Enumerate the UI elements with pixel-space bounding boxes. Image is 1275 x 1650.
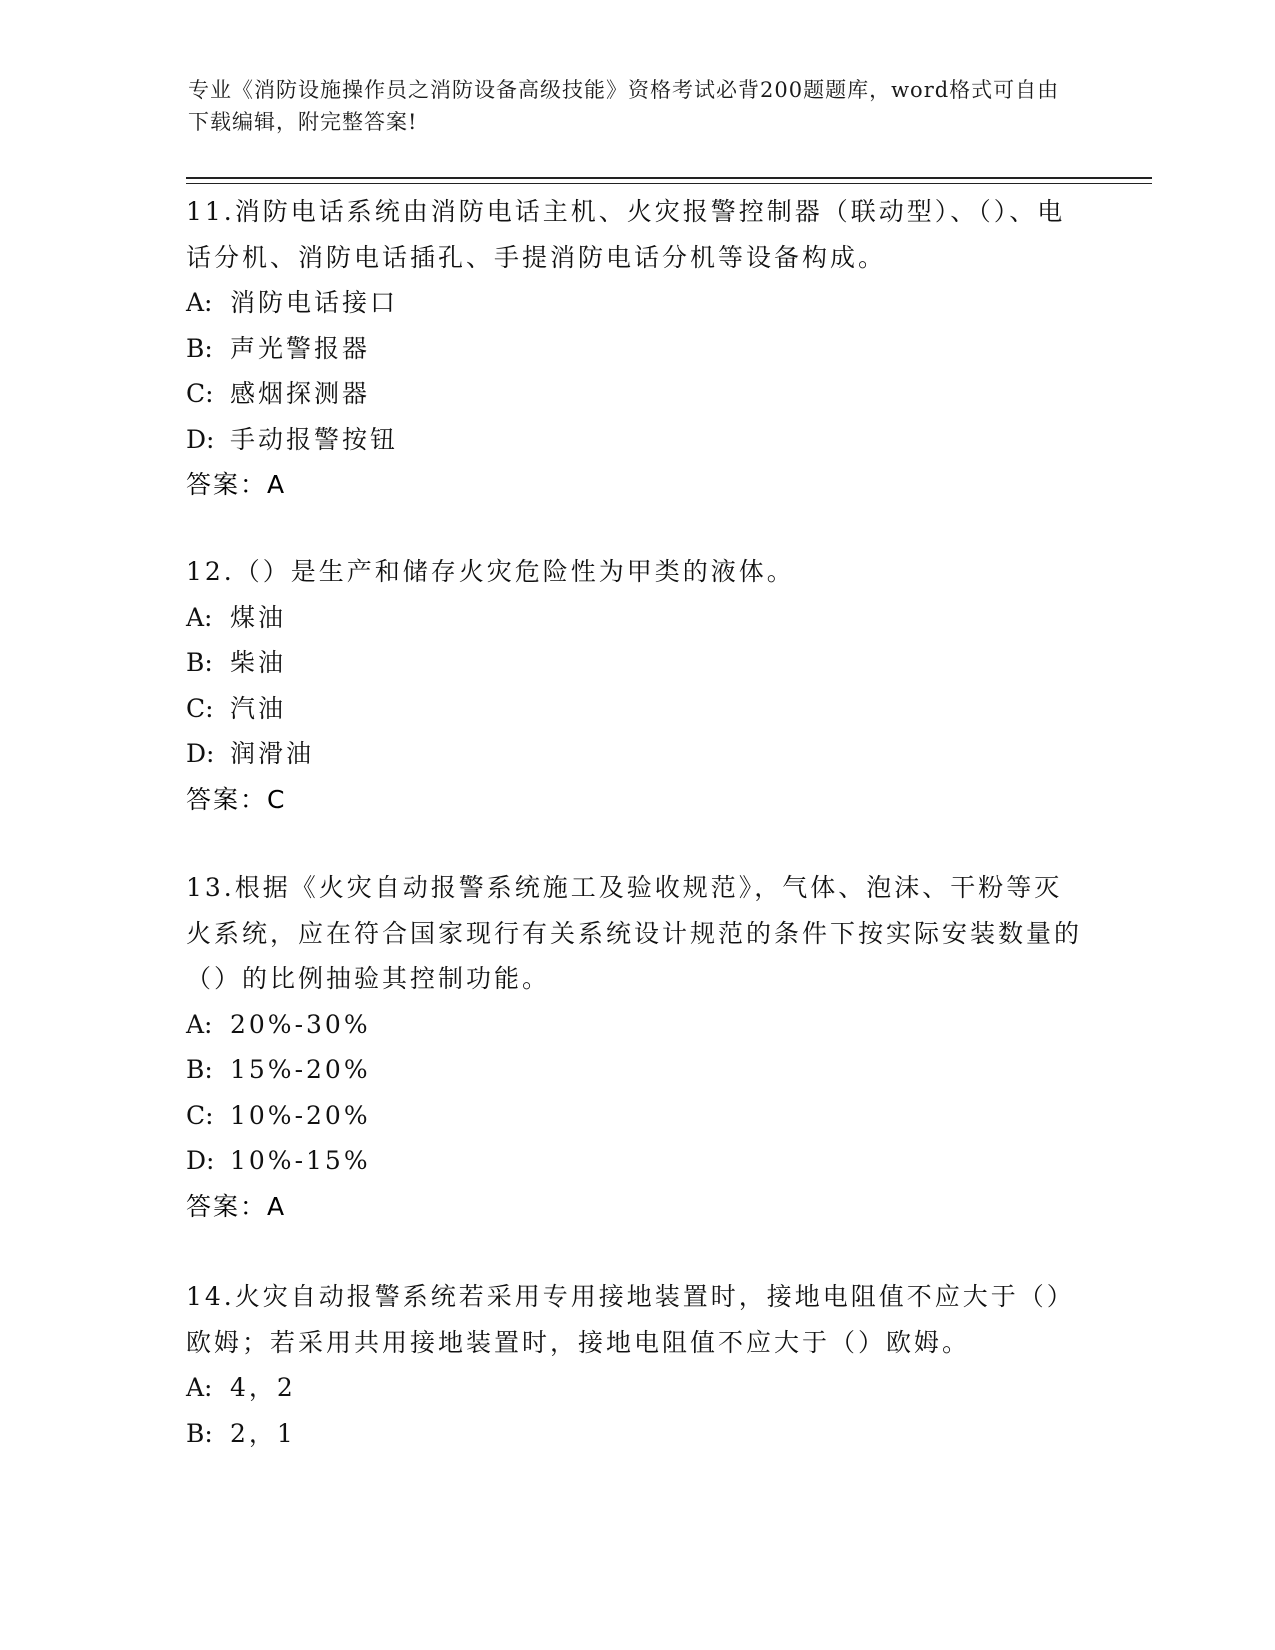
answer-line: 答案：A: [186, 1191, 287, 1221]
option-letter: D:: [186, 739, 215, 768]
option-letter: B:: [186, 1418, 213, 1448]
option-text: 4，2: [230, 1373, 296, 1402]
question-stem: 11.消防电话系统由消防电话主机、火灾报警控制器（联动型）、（）、电话分机、消防电话插孔、手提消防电话分机等设备构成。: [186, 197, 1066, 272]
option-d: [186, 417, 1086, 463]
option-c: [186, 1093, 1086, 1139]
option-letter: B:: [186, 333, 213, 363]
option-text: 消防电话接口: [230, 288, 399, 317]
option-text: 声光警报器: [230, 333, 371, 363]
answer-line: 答案：A: [186, 470, 287, 499]
option-b: [186, 326, 1086, 372]
option-letter: C:: [186, 379, 214, 408]
option-letter: B:: [186, 648, 213, 677]
question-13: [186, 865, 1086, 1229]
option-letter: D:: [186, 1146, 215, 1175]
option-c: [186, 371, 1086, 417]
question-14: [186, 1274, 1086, 1456]
header-divider-thin: [186, 183, 1152, 184]
option-letter: A:: [186, 1373, 213, 1402]
option-a: [186, 280, 1086, 326]
option-letter: A:: [186, 288, 213, 317]
option-b: [186, 1047, 1086, 1093]
question-stem: 13.根据《火灾自动报警系统施工及验收规范》，气体、泡沫、干粉等灭火系统，应在符合国家现行有关系统设计规范的条件下按实际安装数量的（）的比例抽验其控制功能。: [186, 873, 1083, 993]
option-letter: C:: [186, 693, 214, 723]
option-text: 煤油: [230, 602, 287, 632]
option-text: 10%-20%: [230, 1100, 371, 1130]
option-a: [186, 595, 1086, 641]
option-text: 润滑油: [230, 739, 315, 768]
option-text: 手动报警按钮: [230, 424, 399, 454]
question-11: [186, 189, 1086, 508]
question-stem: 14.火灾自动报警系统若采用专用接地装置时，接地电阻值不应大于（）欧姆；若采用共用接地装置时，接地电阻值不应大于（）欧姆。: [186, 1282, 1075, 1357]
option-b: [186, 1411, 1086, 1457]
option-b: [186, 640, 1086, 686]
option-letter: A:: [186, 602, 213, 632]
option-text: 20%-30%: [230, 1009, 371, 1039]
option-letter: A:: [186, 1009, 213, 1039]
option-text: 柴油: [230, 648, 287, 677]
question-stem: 12.（）是生产和储存火灾危险性为甲类的液体。: [186, 557, 795, 586]
option-a: [186, 1365, 1086, 1411]
option-c: [186, 686, 1086, 732]
question-12: [186, 549, 1086, 822]
option-letter: D:: [186, 424, 215, 454]
answer-line: 答案：C: [186, 784, 287, 814]
document-header: 专业《消防设施操作员之消防设备高级技能》资格考试必背200题题库，word格式可自由下载编辑，附完整答案!: [188, 78, 1060, 134]
option-text: 汽油: [230, 693, 287, 723]
option-d: [186, 731, 1086, 777]
option-text: 15%-20%: [230, 1055, 371, 1084]
option-a: [186, 1002, 1086, 1048]
option-d: [186, 1138, 1086, 1184]
header-divider-thick: [186, 177, 1152, 179]
option-letter: B:: [186, 1055, 213, 1084]
option-letter: C:: [186, 1100, 214, 1130]
option-text: 感烟探测器: [230, 379, 371, 408]
option-text: 10%-15%: [230, 1146, 371, 1175]
option-text: 2，1: [230, 1418, 296, 1448]
